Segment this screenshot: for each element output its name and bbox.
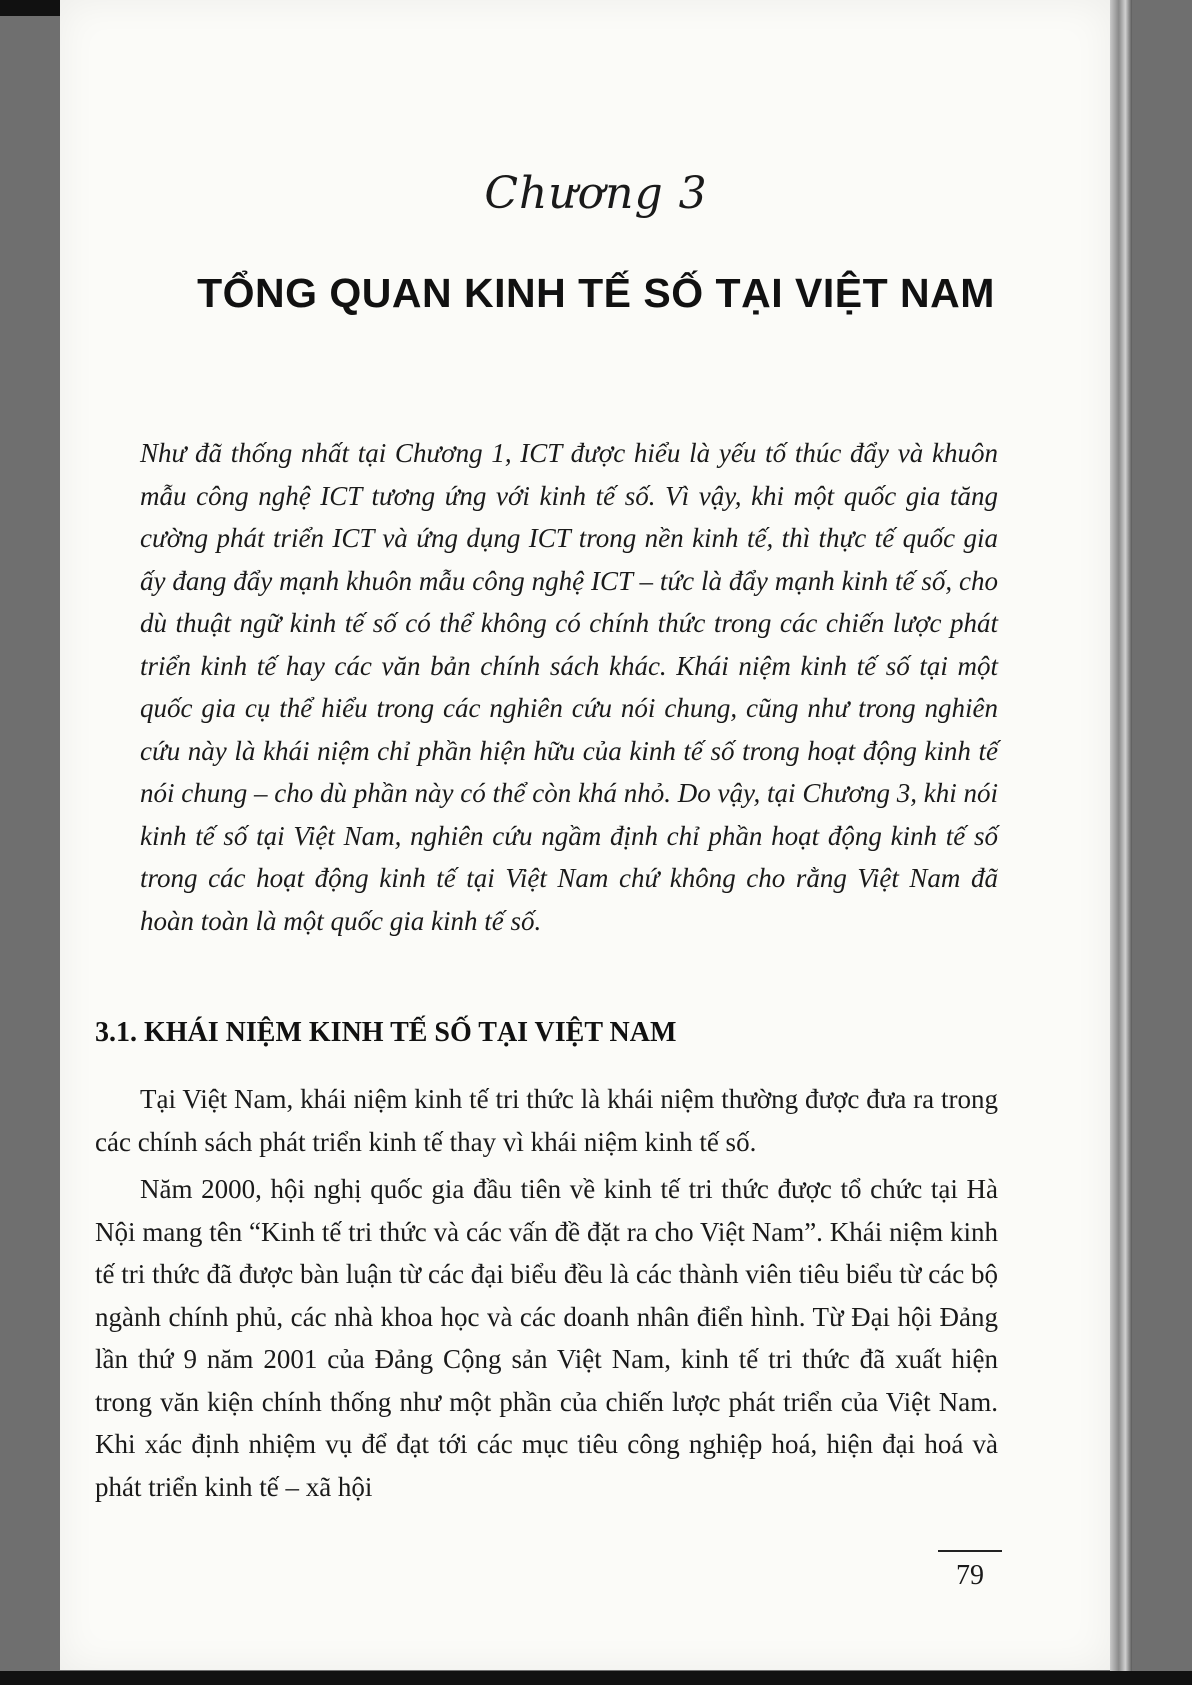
scan-bottom-border: [0, 1671, 1192, 1685]
page-edge: [1110, 0, 1132, 1685]
chapter-label: Chương 3: [484, 168, 708, 219]
body-paragraph: Năm 2000, hội nghị quốc gia đầu tiên về kinh tế tri thức được tổ chức tại Hà Nội mang tên “Kinh tế tri thức và các vấn đề đặt ra cho Việt Nam”. Khái niệm kinh tế tri thức đã được bàn luận từ các đại biểu đều là các thành viên tiêu biểu từ các bộ ngành chính phủ, các nhà khoa học và các doanh nhân điển hình. Từ Đại hội Đảng lần thứ 9 năm 2001 của Đảng Cộng sản Việt Nam, kinh tế tri thức đã xuất hiện trong văn kiện chính thống như một phần của chiến lược phát triển của Việt Nam. Khi xác định nhiệm vụ để đạt tới các mục tiêu công nghiệp hoá, hiện đại hoá và phát triển kinh tế – xã hội: [95, 1174, 998, 1502]
chapter-title: TỔNG QUAN KINH TẾ SỐ TẠI VIỆT NAM: [197, 270, 995, 316]
page-number: 79: [956, 1560, 984, 1591]
body-paragraph: Tại Việt Nam, khái niệm kinh tế tri thức là khái niệm thường được đưa ra trong các chính sách phát triển kinh tế thay vì khái niệm kinh tế số.: [95, 1084, 998, 1157]
section-heading: 3.1. KHÁI NIỆM KINH TẾ SỐ TẠI VIỆT NAM: [95, 1017, 677, 1048]
chapter-abstract: Như đã thống nhất tại Chương 1, ICT được hiểu là yếu tố thúc đẩy và khuôn mẫu công nghệ ICT tương ứng với kinh tế số. Vì vậy, khi một quốc gia tăng cường phát triển ICT và ứng dụng ICT trong nền kinh tế, thì thực tế quốc gia ấy đang đẩy mạnh khuôn mẫu công nghệ ICT – tức là đẩy mạnh kinh tế số, cho dù thuật ngữ kinh tế số có thể không có chính thức trong các chiến lược phát triển kinh tế hay các văn bản chính sách khác. Khái niệm kinh tế số tại một quốc gia cụ thể hiểu trong các nghiên cứu nói chung, cũng như trong nghiên cứu này là khái niệm chỉ phần hiện hữu của kinh tế số trong hoạt động kinh tế nói chung – cho dù phần này có thể còn khá nhỏ. Do vậy, tại Chương 3, khi nói kinh tế số tại Việt Nam, nghiên cứu ngầm định chỉ phần hoạt động kinh tế số trong các hoạt động kinh tế tại Việt Nam chứ không cho rằng Việt Nam đã hoàn toàn là một quốc gia kinh tế số.: [140, 438, 998, 936]
section-body: [95, 1078, 998, 1513]
footer-rule: [938, 1550, 1002, 1552]
